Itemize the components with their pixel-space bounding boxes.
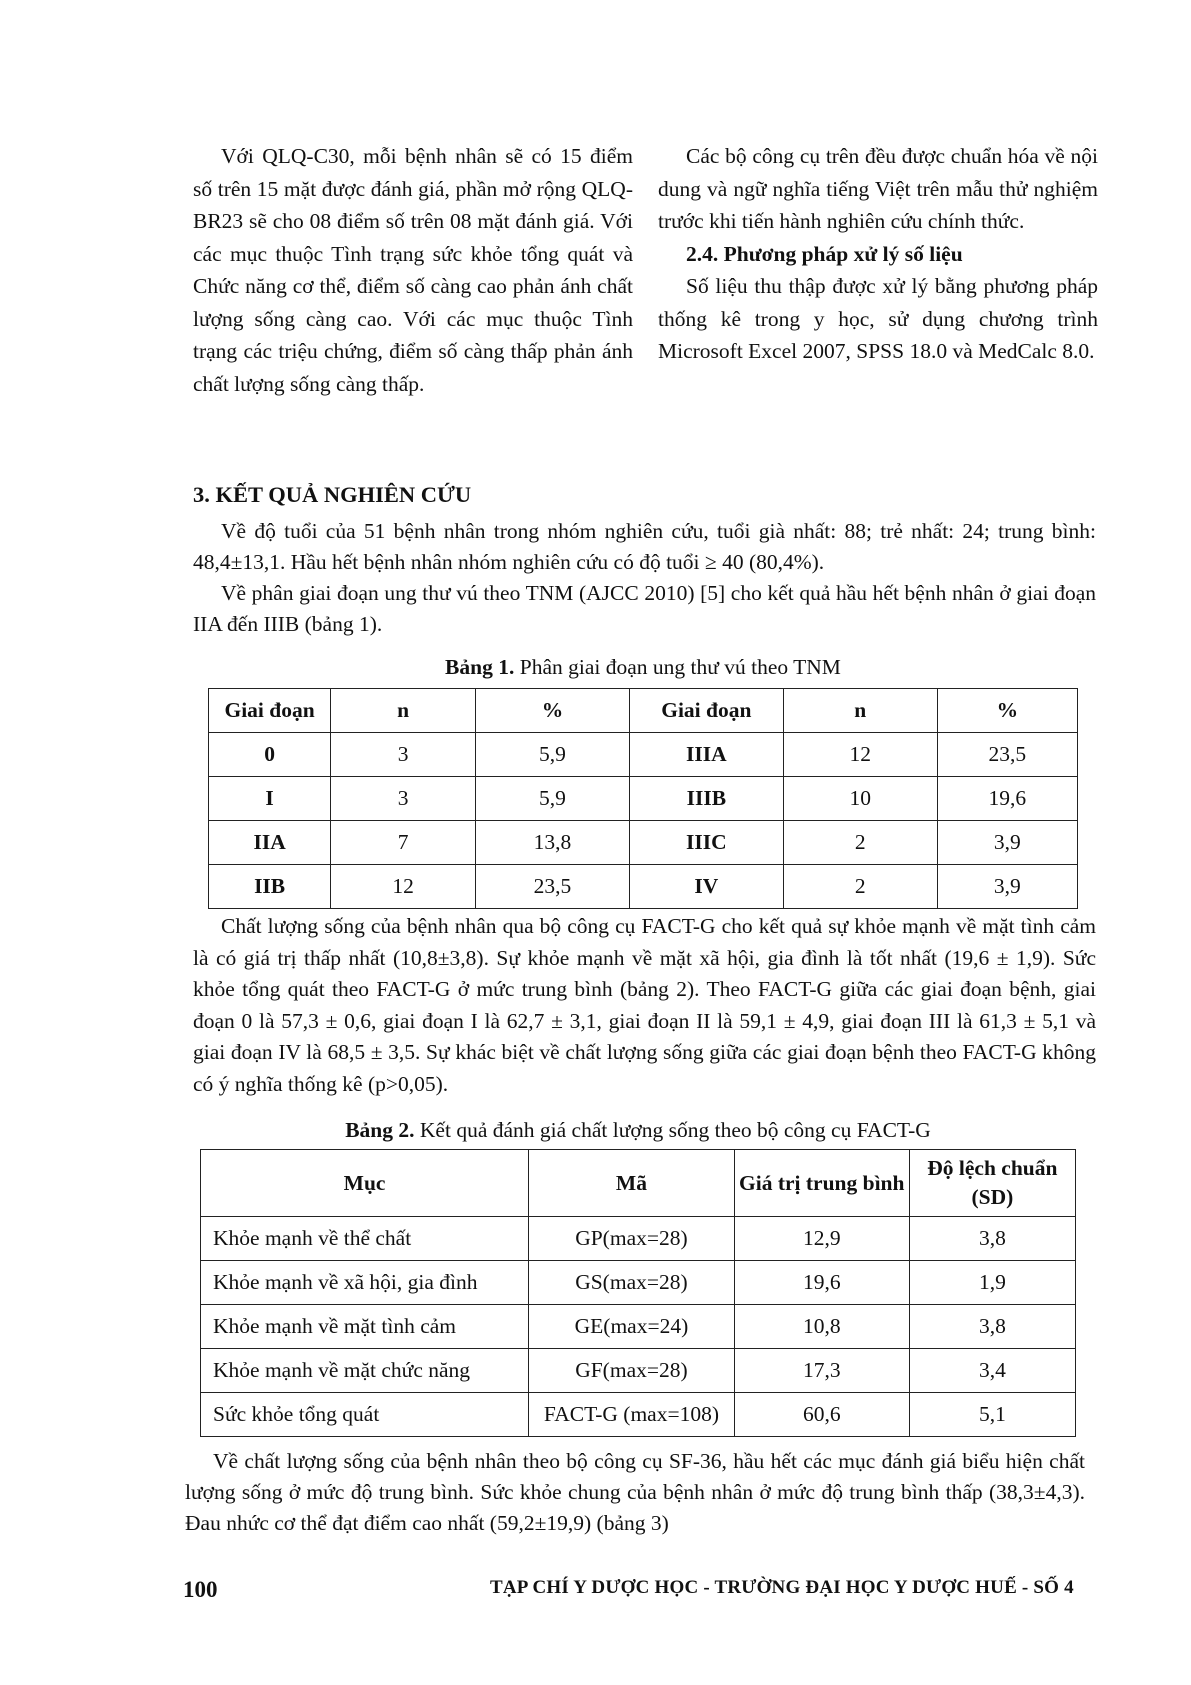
table2-caption-label: Bảng 2. bbox=[345, 1118, 415, 1142]
section-title: 3. KẾT QUẢ NGHIÊN CỨU bbox=[193, 482, 472, 507]
paragraph-age: Về độ tuổi của 51 bệnh nhân trong nhóm nghiên cứu, tuổi già nhất: 88; trẻ nhất: 24; trung bình: 48,4±13,1. Hầu hết bệnh nhân nhóm nghiên cứu có độ tuổi ≥ 40 (80,4%). bbox=[193, 519, 1096, 574]
table-row bbox=[201, 1393, 1076, 1437]
subsection-heading: 2.4. Phương pháp xử lý số liệu bbox=[686, 241, 963, 266]
table-cell: GP(max=28) bbox=[529, 1217, 735, 1261]
table-cell: 17,3 bbox=[734, 1349, 909, 1393]
paragraph-sf36: Về chất lượng sống của bệnh nhân theo bộ công cụ SF-36, hầu hết các mục đánh giá biểu hiện chất lượng sống ở mức độ trung bình. Sức khỏe chung của bệnh nhân ở mức độ trung bình thấp (38,3±4,3). Đau nhức cơ thể đạt điểm cao nhất (59,2±19,9) (bảng 3) bbox=[185, 1449, 1085, 1535]
table-row bbox=[209, 733, 1078, 777]
table-cell: 2 bbox=[783, 865, 937, 909]
table-cell: 5,9 bbox=[476, 733, 630, 777]
table-cell: GF(max=28) bbox=[529, 1349, 735, 1393]
paragraph-tools: Các bộ công cụ trên đều được chuẩn hóa về nội dung và ngữ nghĩa tiếng Việt trên mẫu thử nghiệm trước khi tiến hành nghiên cứu chính thức. bbox=[658, 144, 1098, 233]
table-row bbox=[201, 1349, 1076, 1393]
paragraph-tnm: Về phân giai đoạn ung thư vú theo TNM (AJCC 2010) [5] cho kết quả hầu hết bệnh nhân ở giai đoạn IIA đến IIIB (bảng 1). bbox=[193, 581, 1096, 636]
table-cell: GS(max=28) bbox=[529, 1261, 735, 1305]
table-cell: I bbox=[209, 777, 331, 821]
table-cell: 60,6 bbox=[734, 1393, 909, 1437]
table1-caption bbox=[208, 655, 1078, 680]
table-row bbox=[209, 821, 1078, 865]
table-cell: IIA bbox=[209, 821, 331, 865]
table-cell: IIB bbox=[209, 865, 331, 909]
table-cell: 3 bbox=[331, 733, 476, 777]
table-row bbox=[201, 1305, 1076, 1349]
table-cell: Khỏe mạnh về mặt chức năng bbox=[201, 1349, 529, 1393]
table2-caption-text: Kết quả đánh giá chất lượng sống theo bộ công cụ FACT-G bbox=[414, 1118, 931, 1142]
table-header: Giai đoạn bbox=[209, 689, 331, 733]
table-cell: 7 bbox=[331, 821, 476, 865]
table-header: n bbox=[331, 689, 476, 733]
table-cell: 19,6 bbox=[734, 1261, 909, 1305]
table-cell: 3 bbox=[331, 777, 476, 821]
table-cell: 12 bbox=[783, 733, 937, 777]
table-cell: 19,6 bbox=[937, 777, 1077, 821]
table-header-row bbox=[201, 1150, 1076, 1217]
table-header: Giai đoạn bbox=[629, 689, 783, 733]
table-cell: 23,5 bbox=[937, 733, 1077, 777]
table-cell: 3,9 bbox=[937, 865, 1077, 909]
table-cell: 3,4 bbox=[909, 1349, 1075, 1393]
table-cell: 5,9 bbox=[476, 777, 630, 821]
table-cell: IIIB bbox=[629, 777, 783, 821]
table-cell: 23,5 bbox=[476, 865, 630, 909]
table-cell: 2 bbox=[783, 821, 937, 865]
table-cell: GE(max=24) bbox=[529, 1305, 735, 1349]
table-row bbox=[209, 777, 1078, 821]
table1-caption-text: Phân giai đoạn ung thư vú theo TNM bbox=[514, 655, 841, 679]
paragraph-qlq: Với QLQ-C30, mỗi bệnh nhân sẽ có 15 điểm số trên 15 mặt được đánh giá, phần mở rộng QLQ-BR23 sẽ cho 08 điểm số trên 08 mặt đánh giá. Với các mục thuộc Tình trạng sức khỏe tổng quát và Chức năng cơ thể, điểm số càng cao phản ánh chất lượng sống càng cao. Với các mục thuộc Tình trạng các triệu chứng, điểm số càng thấp phản ánh chất lượng sống càng thấp. bbox=[193, 144, 633, 396]
table-cell: 3,8 bbox=[909, 1305, 1075, 1349]
table-cell: 1,9 bbox=[909, 1261, 1075, 1305]
table-cell: Khỏe mạnh về xã hội, gia đình bbox=[201, 1261, 529, 1305]
table-row bbox=[209, 865, 1078, 909]
table-factg-results bbox=[200, 1149, 1076, 1437]
table-header-row bbox=[209, 689, 1078, 733]
paragraph-factg: Chất lượng sống của bệnh nhân qua bộ công cụ FACT-G cho kết quả sự khỏe mạnh về mặt tình cảm là có giá trị thấp nhất (10,8±3,8). Sự khỏe mạnh về mặt xã hội, gia đình là tốt nhất (19,6 ± 1,9). Sức khỏe tổng quát theo FACT-G ở mức trung bình (bảng 2). Theo FACT-G giữa các giai đoạn bệnh, giai đoạn 0 là 57,3 ± 0,6, giai đoạn I là 62,7 ± 3,1, giai đoạn II là 59,1 ± 4,9, giai đoạn III là 61,3 ± 5,1 và giai đoạn IV là 68,5 ± 3,5. Sự khác biệt về chất lượng sống giữa các giai đoạn bệnh theo FACT-G không có ý nghĩa thống kê (p>0,05). bbox=[193, 914, 1096, 1096]
table-cell: 3,9 bbox=[937, 821, 1077, 865]
table-cell: IV bbox=[629, 865, 783, 909]
table-cell: 13,8 bbox=[476, 821, 630, 865]
table-tnm-stages bbox=[208, 688, 1078, 909]
table-cell: 3,8 bbox=[909, 1217, 1075, 1261]
table-header: Độ lệch chuẩn (SD) bbox=[909, 1150, 1075, 1217]
results-sf36 bbox=[185, 1446, 1085, 1539]
table-header: % bbox=[476, 689, 630, 733]
table-cell: IIIA bbox=[629, 733, 783, 777]
table-header: n bbox=[783, 689, 937, 733]
table-cell: 10 bbox=[783, 777, 937, 821]
table-row bbox=[201, 1261, 1076, 1305]
journal-footer: TẠP CHÍ Y DƯỢC HỌC - TRƯỜNG ĐẠI HỌC Y DƯỢC HUẾ - SỐ 4 bbox=[490, 1577, 1074, 1598]
table-cell: Sức khỏe tổng quát bbox=[201, 1393, 529, 1437]
table-cell: 0 bbox=[209, 733, 331, 777]
table-cell: Khỏe mạnh về mặt tình cảm bbox=[201, 1305, 529, 1349]
left-column bbox=[193, 140, 633, 400]
results-intro bbox=[193, 516, 1096, 640]
page-number: 100 bbox=[183, 1577, 218, 1602]
paragraph-stats-method: Số liệu thu thập được xử lý bằng phương pháp thống kê trong y học, sử dụng chương trình Microsoft Excel 2007, SPSS 18.0 và MedCalc 8.0. bbox=[658, 274, 1098, 363]
table-cell: FACT-G (max=108) bbox=[529, 1393, 735, 1437]
table-row bbox=[201, 1217, 1076, 1261]
results-factg bbox=[193, 911, 1096, 1100]
table-cell: 5,1 bbox=[909, 1393, 1075, 1437]
table-header: Mục bbox=[201, 1150, 529, 1217]
table-header: Mã bbox=[529, 1150, 735, 1217]
table-cell: Khỏe mạnh về thể chất bbox=[201, 1217, 529, 1261]
table-header: % bbox=[937, 689, 1077, 733]
table-header: Giá trị trung bình bbox=[734, 1150, 909, 1217]
table-cell: 10,8 bbox=[734, 1305, 909, 1349]
table-cell: IIIC bbox=[629, 821, 783, 865]
table1-caption-label: Bảng 1. bbox=[445, 655, 515, 679]
table2-caption bbox=[200, 1118, 1076, 1143]
table-cell: 12 bbox=[331, 865, 476, 909]
right-column bbox=[658, 140, 1098, 368]
table-cell: 12,9 bbox=[734, 1217, 909, 1261]
